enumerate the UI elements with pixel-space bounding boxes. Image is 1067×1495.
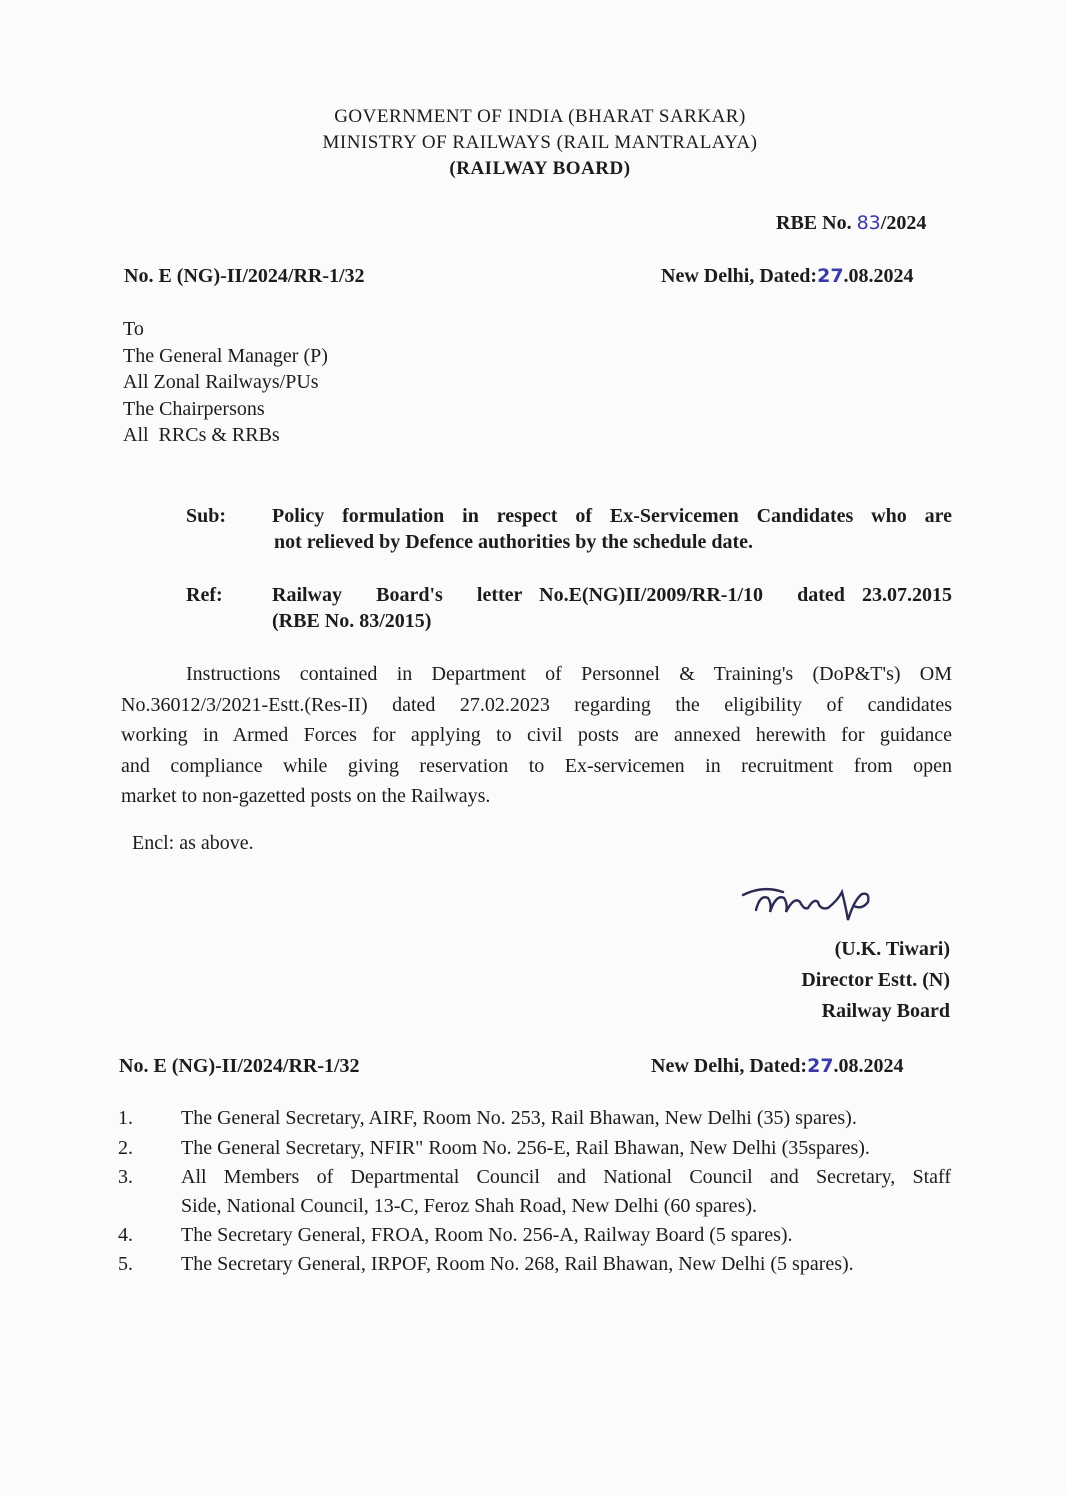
signatory-name: (U.K. Tiwari) — [834, 938, 950, 960]
body-line: working in Armed Forces for applying to civil posts are annexed herewith for guidance — [121, 724, 952, 746]
body-line: Instructions contained in Department of Personnel & Training's (DoP&T's) OM — [186, 663, 952, 685]
handwritten-rbe-number: 83 — [856, 212, 881, 234]
header-line-1: GOVERNMENT OF INDIA (BHARAT SARKAR) — [334, 106, 746, 127]
body-line: and compliance while giving reservation to Ex-servicemen in recruitment from open — [121, 755, 952, 777]
list-item-continuation: Side, National Council, 13-C, Feroz Shah Road, New Delhi (60 spares). — [181, 1195, 758, 1217]
reference-number: No. E (NG)-II/2024/RR-1/32 — [124, 265, 365, 287]
body-line: market to non-gazetted posts on the Railways. — [121, 785, 491, 807]
addressee: The Chairpersons — [123, 397, 265, 420]
signatory-block — [801, 934, 950, 1027]
dated: New Delhi, Dated:27.08.2024 — [661, 265, 914, 287]
ref-line-2: (RBE No. 83/2015) — [272, 610, 432, 632]
body-line: No.36012/3/2021-Estt.(Res-II) dated 27.02.2023 regarding the eligibility of candidates — [121, 694, 952, 716]
rbe-number: RBE No. 83/2024 — [776, 212, 927, 234]
subject-label: Sub: — [186, 505, 227, 527]
header-line-3: (RAILWAY BOARD) — [449, 158, 631, 179]
signature — [738, 880, 948, 930]
list-number: 2. — [118, 1137, 133, 1159]
ref-line-1: Railway Board's letter No.E(NG)II/2009/RR-1/10 dated 23.07.2015 — [272, 584, 952, 606]
list-item: The General Secretary, AIRF, Room No. 253, Rail Bhawan, New Delhi (35) spares). — [181, 1107, 857, 1129]
list-number: 3. — [118, 1166, 133, 1188]
handwritten-day: 27 — [817, 265, 844, 287]
addressee-to: To — [123, 318, 144, 340]
list-number: 1. — [118, 1107, 133, 1129]
list-item: The Secretary General, FROA, Room No. 256-A, Railway Board (5 spares). — [181, 1224, 793, 1246]
subject-line-2: not relieved by Defence authorities by the schedule date. — [274, 531, 754, 553]
addressee: All RRCs & RRBs — [123, 424, 280, 446]
list-number: 5. — [118, 1253, 133, 1275]
list-item: All Members of Departmental Council and National Council and Secretary, Staff — [181, 1166, 951, 1188]
addressee: The General Manager (P) — [123, 344, 328, 367]
subject-line-1: Policy formulation in respect of Ex-Servicemen Candidates who are — [272, 505, 952, 527]
list-item: The Secretary General, IRPOF, Room No. 268, Rail Bhawan, New Delhi (5 spares). — [181, 1253, 854, 1275]
list-number: 4. — [118, 1224, 133, 1246]
handwritten-day: 27 — [807, 1055, 834, 1077]
list-item: The General Secretary, NFIR" Room No. 256-E, Rail Bhawan, New Delhi (35spares). — [181, 1137, 870, 1159]
copy-reference-number: No. E (NG)-II/2024/RR-1/32 — [119, 1055, 360, 1077]
copy-dated: New Delhi, Dated:27.08.2024 — [651, 1055, 904, 1077]
enclosure: Encl: as above. — [132, 832, 254, 854]
addressee: All Zonal Railways/PUs — [123, 371, 319, 393]
header-line-2: MINISTRY OF RAILWAYS (RAIL MANTRALAYA) — [322, 132, 758, 153]
addressee-block — [123, 316, 328, 449]
ref-label: Ref: — [186, 584, 223, 606]
signatory-office: Railway Board — [821, 1000, 950, 1022]
signatory-designation: Director Estt. (N) — [801, 969, 950, 991]
